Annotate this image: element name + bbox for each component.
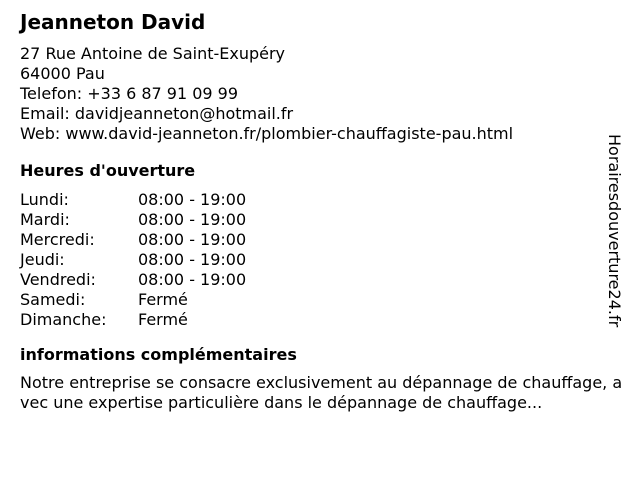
day-hours: 08:00 - 19:00: [138, 230, 247, 249]
hours-row-friday: [20, 270, 628, 290]
spacer: [20, 144, 628, 161]
hours-row-monday: [20, 190, 628, 210]
day-hours: 08:00 - 19:00: [138, 190, 247, 209]
day-hours: 08:00 - 19:00: [138, 250, 247, 269]
day-label: Mardi:: [20, 210, 70, 229]
phone-line: Telefon: +33 6 87 91 09 99: [20, 84, 239, 103]
hours-row-tuesday: [20, 210, 628, 230]
spacer: [20, 330, 628, 345]
hours-row-saturday: [20, 290, 628, 310]
day-label: Samedi:: [20, 290, 86, 309]
day-label: Vendredi:: [20, 270, 96, 289]
day-hours: 08:00 - 19:00: [138, 270, 247, 289]
day-label: Lundi:: [20, 190, 69, 209]
day-label: Mercredi:: [20, 230, 95, 249]
business-card: [20, 9, 628, 413]
hours-row-sunday: [20, 310, 628, 330]
day-hours: Fermé: [138, 310, 188, 329]
address-line-2: 64000 Pau: [20, 64, 105, 83]
opening-hours-table: [20, 190, 628, 330]
address-line-1: 27 Rue Antoine de Saint-Exupéry: [20, 44, 286, 63]
day-hours: 08:00 - 19:00: [138, 210, 247, 229]
hours-row-wednesday: [20, 230, 628, 250]
hours-row-thursday: [20, 250, 628, 270]
web-line: Web: www.david-jeanneton.fr/plombier-chauffagiste-pau.html: [20, 124, 514, 143]
site-watermark: Horairesdouverture24.fr: [605, 134, 624, 328]
day-label: Dimanche:: [20, 310, 107, 329]
info-description: Notre entreprise se consacre exclusivement au dépannage de chauffage, avec une expertise particulière dans le dépannage de chauffage...: [20, 373, 623, 412]
info-title: informations complémentaires: [20, 345, 297, 364]
day-hours: Fermé: [138, 290, 188, 309]
hours-title: Heures d'ouverture: [20, 161, 196, 180]
day-label: Jeudi:: [20, 250, 65, 269]
business-name: Jeanneton David: [20, 10, 206, 34]
email-line: Email: davidjeanneton@hotmail.fr: [20, 104, 294, 123]
